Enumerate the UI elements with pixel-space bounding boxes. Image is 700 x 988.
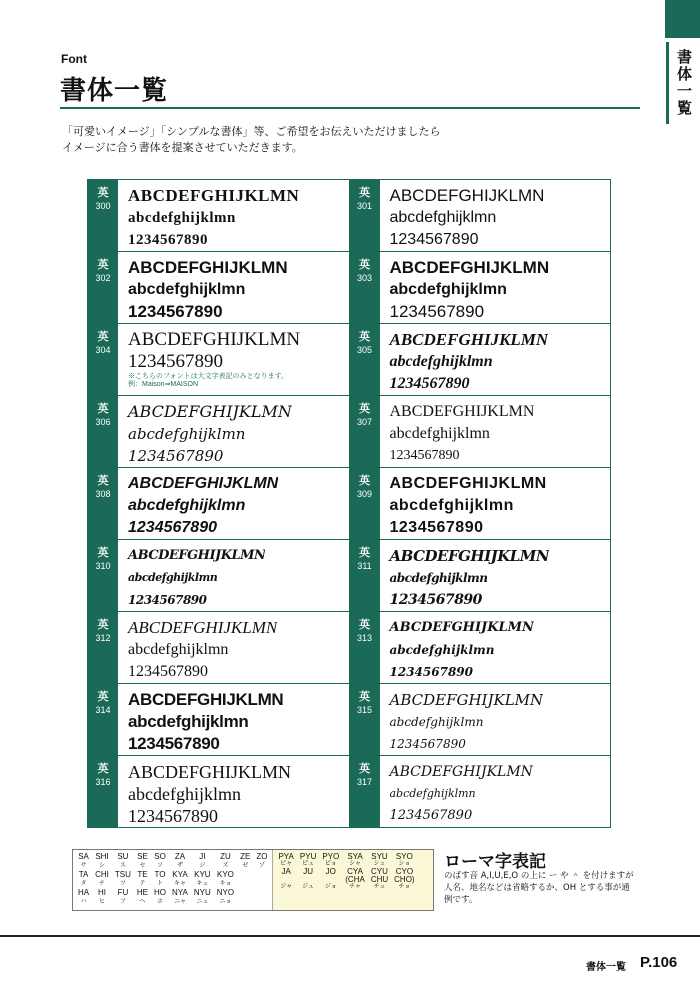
font-row [87, 468, 611, 540]
font-cell-304 [87, 324, 349, 395]
font-cell-308 [87, 468, 349, 539]
romaji-latin: PYA [278, 852, 294, 861]
sample-lowercase: abcdefghijklmn [128, 571, 218, 584]
sample-numbers: 1234567890 [128, 663, 208, 680]
font-kind: 英 [359, 258, 370, 271]
romaji-latin: SA [78, 852, 89, 861]
romaji-table-left [75, 853, 270, 907]
font-badge [88, 684, 118, 755]
romaji-latin: JA [281, 867, 291, 876]
font-row [87, 396, 611, 468]
side-section-label: 書体一覧 [666, 42, 700, 124]
romaji-kana [237, 899, 253, 907]
font-kind: 英 [97, 330, 109, 343]
romaji-latin: HA [78, 887, 90, 897]
romaji-latin: JU [303, 867, 313, 876]
romaji-kana: シ [99, 862, 106, 869]
font-badge [350, 612, 380, 683]
sample-uppercase: ABCDEFGHIJKLMN [128, 618, 278, 637]
intro-line-1: 「可愛いイメージ」「シンプルな書体」等、ご希望をお伝えいただけましたら [62, 125, 441, 138]
font-badge [350, 468, 380, 539]
sample-uppercase: ABCDEFGHIJKLMN [128, 329, 301, 350]
font-cell-311 [349, 540, 612, 611]
sample-uppercase: ABCDEFGHIJKLMN [389, 547, 550, 565]
romaji-latin: SYO [395, 852, 413, 861]
romaji-kana: ズ [222, 862, 229, 869]
romaji-latin: SU [117, 852, 129, 861]
font-number: 316 [95, 777, 111, 787]
font-cell-307 [349, 396, 612, 467]
sample-lowercase: abcdefghijklmn [128, 712, 249, 731]
footer-rule [0, 935, 700, 937]
font-number: 311 [357, 561, 372, 571]
sample-uppercase: ABCDEFGHIJKLMN [128, 548, 266, 563]
font-badge [88, 324, 118, 395]
font-sample [118, 396, 292, 467]
font-cell-315 [349, 684, 612, 755]
sample-numbers: 1234567890 [128, 447, 224, 465]
font-cell-300 [87, 180, 349, 251]
romaji-kana: ソ [157, 862, 164, 869]
header-small-label: Font [61, 52, 87, 66]
uppercase-example-note: 例：Maison⇒MAISON [128, 381, 199, 388]
sample-numbers: 1234567890 [128, 302, 223, 321]
sample-numbers: 1234567890 [389, 302, 485, 321]
font-badge [350, 684, 380, 755]
romaji-latin: NYA [172, 887, 188, 897]
romaji-kana: キュ [196, 880, 209, 887]
font-cell-316 [87, 756, 349, 827]
font-badge [350, 252, 380, 323]
font-number: 304 [95, 345, 111, 355]
romaji-latin: SHI [95, 852, 109, 861]
romaji-kana: ニュ [196, 898, 209, 905]
romaji-kana: ジャ [280, 884, 293, 890]
sample-lowercase: abcdefghijklmn [389, 281, 507, 298]
romaji-latin: CHI [95, 869, 109, 879]
romaji-kana: ジ [199, 862, 206, 869]
romaji-latin: KYU [194, 869, 211, 879]
romaji-kana: ス [119, 862, 126, 869]
romaji-latin: JI [199, 852, 206, 861]
romaji-latin [237, 871, 253, 881]
romaji-kana: サ [80, 862, 87, 869]
romaji-latin: SYU [371, 852, 388, 861]
sample-numbers: 1234567890 [128, 734, 220, 753]
font-kind: 英 [359, 402, 370, 415]
romaji-kana: ジュ [302, 884, 315, 890]
romaji-latin: FU [117, 887, 129, 897]
font-sample [380, 540, 550, 611]
sample-uppercase: ABCDEFGHIJKLMN [389, 186, 545, 205]
font-sample [118, 468, 278, 539]
font-badge [88, 468, 118, 539]
romaji-latin: JO [325, 867, 336, 876]
romaji-latin: PYO [322, 852, 340, 861]
font-kind: 英 [97, 258, 109, 271]
font-cell-310 [87, 540, 349, 611]
sample-lowercase: abcdefghijklmn [128, 641, 229, 658]
romaji-latin: HE [136, 887, 149, 897]
font-cell-314 [87, 684, 349, 755]
font-number: 313 [356, 633, 373, 643]
side-tab-marker [665, 0, 700, 38]
romaji-kana: ニョ [219, 898, 232, 905]
romaji-table-right [275, 853, 417, 891]
romaji-latin: ZE [240, 852, 251, 861]
font-sample [380, 612, 534, 683]
romaji-kana: シュ [373, 861, 386, 867]
font-kind: 英 [359, 618, 370, 631]
font-sample [118, 252, 288, 323]
sample-uppercase: ABCDEFGHIJKLMN [128, 762, 292, 782]
sample-uppercase: ABCDEFGHIJKLMN [389, 258, 550, 277]
font-cell-303 [349, 252, 612, 323]
uppercase-only-note: ※こちらのフォントは大文字表記のみとなります。 [128, 373, 289, 380]
font-kind: 英 [359, 330, 370, 343]
sample-lowercase: abcdefghijklmn [389, 353, 493, 370]
font-kind: 英 [97, 402, 109, 415]
font-badge [88, 540, 118, 611]
romaji-latin: ZO [256, 852, 268, 861]
sample-numbers: 1234567890 [389, 375, 470, 392]
font-number: 305 [356, 345, 373, 355]
sample-numbers: 1234567890 [389, 448, 460, 463]
romaji-kana: ゼ [242, 862, 249, 869]
romaji-latin: HO [154, 887, 167, 897]
romaji-kana: ジョ [324, 884, 337, 890]
font-sample [380, 252, 550, 323]
romaji-kana: ホ [157, 898, 164, 905]
sample-lowercase: abcdefghijklmn [128, 281, 246, 298]
sample-numbers: 1234567890 [389, 665, 473, 679]
font-badge [350, 180, 380, 251]
font-badge [88, 252, 118, 323]
romaji-latin: KYA [172, 869, 188, 879]
sample-lowercase: abcdefghijklmn [389, 425, 490, 442]
font-kind: 英 [359, 186, 370, 199]
sample-lowercase: abcdefghijklmn [389, 715, 484, 729]
font-number: 314 [95, 705, 111, 715]
sample-numbers: 1234567890 [128, 806, 218, 826]
romaji-latin: SO [154, 852, 166, 861]
sample-lowercase: abcdefghijklmn [389, 209, 497, 226]
font-kind: 英 [359, 546, 370, 559]
font-sample [118, 324, 300, 395]
sample-numbers: 1234567890 [128, 519, 217, 536]
sample-lowercase: abcdefghijklmn [389, 643, 495, 657]
romaji-latin: SE [137, 852, 148, 861]
sample-lowercase: abcdefghijklmn [128, 784, 241, 804]
romaji-kana: ピョ [324, 861, 337, 867]
sample-lowercase: abcdefghijklmn [389, 787, 476, 800]
romaji-latin: TA [78, 869, 89, 879]
font-sample [380, 324, 549, 395]
romaji-latin [253, 889, 270, 899]
romaji-description: のばす音 A,I,U,E,O の上に ー や ＾ を付けますが人名、地名などは省略するか、OH とする事が通例です。 [444, 871, 634, 905]
romaji-latin: CYU CHU [370, 867, 389, 884]
font-kind: 英 [97, 690, 109, 703]
sample-numbers: 1234567890 [389, 231, 479, 248]
font-badge [350, 396, 380, 467]
font-row [87, 180, 611, 252]
intro-line-2: イメージに合う書体を提案させていただきます。 [62, 141, 303, 154]
font-number: 312 [95, 633, 111, 643]
romaji-latin: HI [98, 887, 107, 897]
font-sample [380, 396, 535, 467]
romaji-latin: ZA [174, 852, 186, 861]
sample-uppercase: ABCDEFGHIJKLMN [128, 475, 279, 492]
font-kind: 英 [97, 546, 109, 559]
font-sample-grid [87, 179, 611, 828]
sample-lowercase: abcdefghijklmn [128, 497, 246, 514]
romaji-kana: シャ [349, 861, 361, 867]
font-kind: 英 [97, 474, 109, 487]
sample-numbers: 1234567890 [128, 351, 223, 372]
font-number: 317 [356, 777, 373, 787]
page-number: P.106 [640, 954, 678, 971]
sample-uppercase: ABCDEFGHIJKLMN [128, 690, 284, 709]
romaji-kana: ツ [119, 880, 126, 887]
font-badge [350, 540, 380, 611]
font-number: 306 [95, 417, 111, 427]
romaji-table-right-panel [272, 850, 433, 910]
romaji-kana: ピュ [302, 861, 315, 867]
romaji-kana: ピャ [280, 861, 293, 867]
font-number: 309 [356, 489, 373, 499]
font-row [87, 324, 611, 396]
font-sample [380, 756, 533, 827]
sample-uppercase: ABCDEFGHIJKLMN [389, 475, 547, 492]
romaji-title: ローマ字表記 [444, 852, 546, 872]
font-cell-313 [349, 612, 612, 683]
sample-lowercase: abcdefghijklmn [128, 425, 246, 443]
romaji-latin: SYA [347, 852, 363, 861]
sample-numbers: 1234567890 [389, 808, 473, 823]
font-cell-305 [349, 324, 612, 395]
romaji-kana [253, 881, 270, 889]
romaji-latin [237, 889, 253, 899]
font-number: 307 [356, 417, 373, 427]
romaji-latin [253, 871, 270, 881]
sample-lowercase: abcdefghijklmn [389, 497, 514, 514]
romaji-reference-table [72, 849, 434, 911]
font-badge [88, 612, 118, 683]
font-cell-317 [349, 756, 612, 827]
sample-numbers: 1234567890 [128, 593, 207, 607]
romaji-kana: ニャ [173, 898, 186, 905]
romaji-latin: TO [154, 869, 166, 879]
font-kind: 英 [97, 186, 109, 199]
font-number: 308 [95, 489, 111, 499]
romaji-kana [237, 881, 253, 889]
font-row [87, 252, 611, 324]
romaji-latin: CYA (CHA [345, 867, 365, 884]
font-sample [380, 684, 544, 755]
font-sample [118, 756, 291, 827]
romaji-kana: チャ [349, 884, 361, 890]
font-sample [118, 684, 283, 755]
romaji-kana: ヒ [99, 898, 106, 905]
sample-uppercase: ABCDEFGHIJKLMN [389, 403, 535, 420]
font-badge [88, 756, 118, 827]
sample-uppercase: ABCDEFGHIJKLMN [128, 186, 300, 205]
sample-uppercase: ABCDEFGHIJKLMN [389, 620, 534, 635]
sample-uppercase: ABCDEFGHIJKLMN [389, 764, 533, 780]
sample-uppercase: ABCDEFGHIJKLMN [389, 330, 549, 349]
page-title: 書体一覧 [60, 76, 169, 106]
romaji-latin: PYU [299, 852, 317, 861]
romaji-kana: キャ [173, 880, 186, 887]
romaji-kana: ザ [176, 862, 183, 869]
font-number: 302 [95, 273, 111, 283]
sample-numbers: 1234567890 [128, 232, 208, 248]
font-kind: 英 [359, 762, 370, 775]
font-row [87, 612, 611, 684]
title-rule [60, 107, 640, 109]
romaji-kana: フ [119, 898, 126, 905]
font-badge [350, 324, 380, 395]
romaji-kana: チョ [398, 884, 411, 890]
font-sample [118, 180, 299, 251]
sample-numbers: 1234567890 [389, 592, 482, 608]
font-cell-302 [87, 252, 349, 323]
romaji-kana: ヘ [139, 898, 146, 905]
romaji-latin: ZU [220, 852, 231, 861]
romaji-kana: ト [157, 880, 164, 887]
font-number: 303 [356, 273, 373, 283]
romaji-kana: キョ [219, 880, 232, 887]
romaji-kana: チュ [373, 884, 386, 890]
font-row [87, 756, 611, 828]
font-row [87, 684, 611, 756]
sample-uppercase: ABCDEFGHIJKLMN [128, 402, 292, 421]
font-kind: 英 [97, 762, 109, 775]
font-cell-312 [87, 612, 349, 683]
font-cell-306 [87, 396, 349, 467]
footer-section-label: 書体一覧 [586, 962, 626, 973]
sample-numbers: 1234567890 [389, 737, 466, 751]
font-sample [380, 468, 547, 539]
romaji-kana: タ [80, 880, 87, 887]
font-number: 301 [356, 201, 373, 211]
romaji-kana: テ [139, 880, 146, 887]
romaji-latin: NYO [216, 887, 235, 897]
romaji-latin: TE [137, 869, 148, 879]
romaji-kana: ショ [398, 861, 411, 867]
font-sample [118, 540, 265, 611]
romaji-latin: CYO CHO) [394, 867, 415, 884]
font-badge [88, 180, 118, 251]
romaji-kana: チ [99, 880, 106, 887]
font-badge [350, 756, 380, 827]
font-cell-309 [349, 468, 612, 539]
sample-lowercase: abcdefghijklmn [128, 210, 236, 226]
intro-text [62, 124, 440, 156]
font-cell-301 [349, 180, 612, 251]
font-kind: 英 [97, 618, 109, 631]
romaji-kana: ゾ [258, 862, 265, 869]
font-sample [118, 612, 277, 683]
sample-numbers: 1234567890 [389, 519, 484, 536]
romaji-latin: NYU [193, 887, 211, 897]
romaji-latin: KYO [217, 869, 234, 879]
font-badge [88, 396, 118, 467]
font-number: 315 [356, 705, 373, 715]
romaji-latin: TSU [114, 869, 131, 879]
font-row [87, 540, 611, 612]
sample-uppercase: ABCDEFGHIJKLMN [128, 258, 288, 277]
sample-lowercase: abcdefghijklmn [389, 571, 488, 585]
font-number: 300 [95, 201, 111, 211]
font-number: 310 [95, 561, 111, 571]
font-kind: 英 [359, 690, 370, 703]
romaji-kana: セ [139, 862, 146, 869]
sample-uppercase: ABCDEFGHIJKLMN [389, 691, 544, 709]
font-sample [380, 180, 545, 251]
romaji-kana: ハ [80, 898, 87, 905]
romaji-kana [253, 899, 270, 907]
font-kind: 英 [359, 474, 370, 487]
